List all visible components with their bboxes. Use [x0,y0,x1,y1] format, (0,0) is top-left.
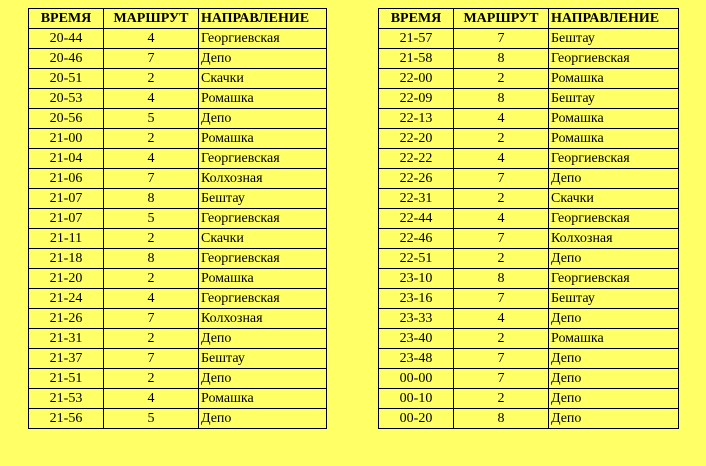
table-row [29,249,327,269]
table-row [379,49,679,69]
direction-cell: Депо [549,349,679,369]
table-row [29,229,327,249]
time-cell: 21-57 [379,29,454,49]
direction-cell: Депо [549,409,679,429]
time-cell: 21-37 [29,349,104,369]
time-cell: 22-22 [379,149,454,169]
time-cell: 22-51 [379,249,454,269]
direction-cell: Скачки [549,189,679,209]
route-cell: 2 [454,69,549,89]
time-cell: 21-07 [29,189,104,209]
header-route: МАРШРУТ [104,9,199,29]
table-row [29,29,327,49]
table-row [29,329,327,349]
time-cell: 21-58 [379,49,454,69]
route-cell: 7 [454,349,549,369]
route-cell: 7 [454,29,549,49]
table-row [29,169,327,189]
route-cell: 2 [454,389,549,409]
time-cell: 21-20 [29,269,104,289]
table-row [29,349,327,369]
direction-cell: Георгиевская [549,209,679,229]
time-cell: 23-33 [379,309,454,329]
route-cell: 4 [454,209,549,229]
time-cell: 22-13 [379,109,454,129]
time-cell: 21-06 [29,169,104,189]
direction-cell: Георгиевская [549,269,679,289]
table-row [29,269,327,289]
table-row [379,349,679,369]
time-cell: 21-24 [29,289,104,309]
time-cell: 21-56 [29,409,104,429]
header-route: МАРШРУТ [454,9,549,29]
route-cell: 2 [104,229,199,249]
time-cell: 22-26 [379,169,454,189]
table-row [379,89,679,109]
direction-cell: Ромашка [199,129,327,149]
route-cell: 8 [104,189,199,209]
time-cell: 23-40 [379,329,454,349]
table-row [29,369,327,389]
table-row [29,189,327,209]
table-row [379,29,679,49]
table-row [29,409,327,429]
route-cell: 7 [454,289,549,309]
table-row [29,49,327,69]
route-cell: 2 [104,269,199,289]
table-row [379,269,679,289]
route-cell: 7 [104,169,199,189]
direction-cell: Депо [199,329,327,349]
direction-cell: Георгиевская [549,49,679,69]
time-cell: 22-20 [379,129,454,149]
route-cell: 5 [104,409,199,429]
route-cell: 2 [454,249,549,269]
route-cell: 8 [454,409,549,429]
route-cell: 7 [104,49,199,69]
direction-cell: Георгиевская [199,249,327,269]
time-cell: 23-10 [379,269,454,289]
schedule-table-left [28,8,327,429]
direction-cell: Бештау [549,289,679,309]
direction-cell: Колхозная [549,229,679,249]
direction-cell: Депо [549,249,679,269]
direction-cell: Депо [199,49,327,69]
table-row [29,109,327,129]
direction-cell: Бештау [549,29,679,49]
table-row [29,389,327,409]
route-cell: 8 [454,49,549,69]
table-row [379,409,679,429]
table-row [29,129,327,149]
time-cell: 21-07 [29,209,104,229]
header-direction: НАПРАВЛЕНИЕ [199,9,327,29]
route-cell: 7 [454,169,549,189]
direction-cell: Скачки [199,69,327,89]
route-cell: 4 [104,289,199,309]
time-cell: 22-46 [379,229,454,249]
route-cell: 2 [454,129,549,149]
table-row [379,209,679,229]
direction-cell: Депо [549,389,679,409]
time-cell: 21-53 [29,389,104,409]
header-time: ВРЕМЯ [379,9,454,29]
table-row [29,209,327,229]
time-cell: 21-51 [29,369,104,389]
direction-cell: Колхозная [199,309,327,329]
route-cell: 8 [104,249,199,269]
direction-cell: Георгиевская [199,29,327,49]
table-row [379,169,679,189]
direction-cell: Депо [549,309,679,329]
direction-cell: Ромашка [549,109,679,129]
direction-cell: Георгиевская [199,149,327,169]
table-row [379,189,679,209]
route-cell: 2 [454,329,549,349]
direction-cell: Ромашка [549,69,679,89]
route-cell: 4 [454,109,549,129]
time-cell: 21-18 [29,249,104,269]
time-cell: 22-31 [379,189,454,209]
direction-cell: Ромашка [549,329,679,349]
time-cell: 21-04 [29,149,104,169]
route-cell: 4 [454,149,549,169]
route-cell: 4 [454,309,549,329]
time-cell: 20-46 [29,49,104,69]
time-cell: 20-53 [29,89,104,109]
time-cell: 22-00 [379,69,454,89]
direction-cell: Депо [199,409,327,429]
direction-cell: Скачки [199,229,327,249]
direction-cell: Ромашка [199,89,327,109]
time-cell: 22-09 [379,89,454,109]
route-cell: 8 [454,89,549,109]
route-cell: 4 [104,29,199,49]
time-cell: 21-31 [29,329,104,349]
route-cell: 7 [104,309,199,329]
direction-cell: Колхозная [199,169,327,189]
route-cell: 4 [104,149,199,169]
time-cell: 21-00 [29,129,104,149]
direction-cell: Ромашка [549,129,679,149]
route-cell: 4 [104,389,199,409]
route-cell: 2 [104,129,199,149]
direction-cell: Георгиевская [549,149,679,169]
header-row [29,9,327,29]
time-cell: 22-44 [379,209,454,229]
route-cell: 2 [104,69,199,89]
direction-cell: Депо [199,369,327,389]
table-row [379,249,679,269]
table-row [379,129,679,149]
direction-cell: Георгиевская [199,209,327,229]
table-row [379,329,679,349]
table-row [379,309,679,329]
table-row [379,289,679,309]
route-cell: 5 [104,109,199,129]
time-cell: 20-56 [29,109,104,129]
direction-cell: Депо [549,369,679,389]
direction-cell: Депо [549,169,679,189]
time-cell: 21-26 [29,309,104,329]
direction-cell: Георгиевская [199,289,327,309]
header-time: ВРЕМЯ [29,9,104,29]
table-row [29,149,327,169]
table-row [29,309,327,329]
table-row [29,69,327,89]
route-cell: 7 [454,369,549,389]
route-cell: 2 [104,329,199,349]
table-row [379,229,679,249]
table-row [379,389,679,409]
time-cell: 23-16 [379,289,454,309]
schedule-table-right [378,8,679,429]
route-cell: 8 [454,269,549,289]
time-cell: 00-10 [379,389,454,409]
table-row [379,369,679,389]
schedule-body-right [379,29,679,429]
time-cell: 20-44 [29,29,104,49]
time-cell: 00-20 [379,409,454,429]
route-cell: 4 [104,89,199,109]
direction-cell: Бештау [549,89,679,109]
route-cell: 7 [104,349,199,369]
route-cell: 5 [104,209,199,229]
time-cell: 21-11 [29,229,104,249]
table-row [29,289,327,309]
header-direction: НАПРАВЛЕНИЕ [549,9,679,29]
route-cell: 7 [454,229,549,249]
route-cell: 2 [104,369,199,389]
time-cell: 00-00 [379,369,454,389]
time-cell: 20-51 [29,69,104,89]
route-cell: 2 [454,189,549,209]
table-row [379,109,679,129]
direction-cell: Бештау [199,349,327,369]
schedule-body-left [29,29,327,429]
direction-cell: Депо [199,109,327,129]
direction-cell: Ромашка [199,389,327,409]
direction-cell: Ромашка [199,269,327,289]
header-row [379,9,679,29]
table-row [379,69,679,89]
time-cell: 23-48 [379,349,454,369]
table-row [379,149,679,169]
direction-cell: Бештау [199,189,327,209]
table-row [29,89,327,109]
